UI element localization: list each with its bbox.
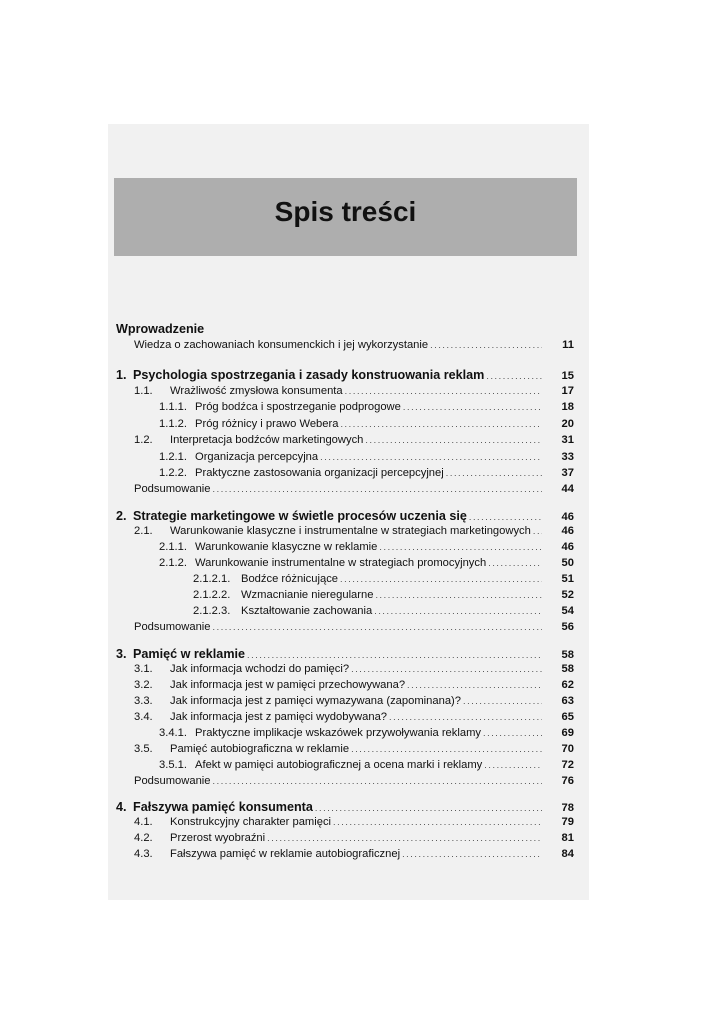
toc-entry-label: Fałszywa pamięć konsumenta [133, 800, 313, 814]
dot-leader [213, 484, 543, 494]
toc-entry [116, 483, 586, 499]
dot-leader [463, 696, 542, 706]
dot-leader [484, 760, 542, 770]
toc-entry-number: 1.2.2. [159, 467, 187, 479]
toc-entry [116, 775, 586, 791]
toc-entry-label: Afekt w pamięci autobiograficznej a ocena marki i reklamy [195, 759, 483, 771]
dot-leader [486, 371, 542, 381]
toc-entry [116, 679, 586, 695]
toc-entry-label: Warunkowanie instrumentalne w strategiach promocyjnych [195, 557, 487, 569]
dot-leader [389, 712, 542, 722]
toc-entry [116, 589, 586, 605]
toc-entry [116, 832, 586, 848]
toc-entry-label: Pamięć autobiograficzna w reklamie [170, 743, 350, 755]
dot-leader [533, 526, 542, 536]
toc-entry-label: Organizacja percepcyjna [195, 451, 319, 463]
dot-leader [375, 590, 542, 600]
toc-entry-label: Praktyczne zastosowania organizacji percepcyjnej [195, 467, 444, 479]
toc-entry-number: 3.4.1. [159, 727, 187, 739]
dot-leader [340, 419, 542, 429]
toc-entry [116, 541, 586, 557]
toc-entry-number: 2.1. [134, 525, 153, 537]
toc-entry-label: Praktyczne implikacje wskazówek przywoływania reklamy [195, 727, 481, 739]
intro-heading-row [116, 322, 586, 338]
toc-chapter-row [116, 368, 586, 384]
toc-entry-label: Podsumowanie [134, 775, 211, 787]
page-title: Spis treści [274, 196, 417, 227]
dot-leader [267, 833, 542, 843]
toc-entry [116, 816, 586, 832]
toc-entry-page: 58 [561, 663, 574, 675]
toc-entry-page: 46 [561, 525, 574, 537]
dot-leader [365, 435, 542, 445]
toc-entry-number: 2.1.2.1. [193, 573, 231, 585]
toc-entry-number: 3.4. [134, 711, 153, 723]
toc-entry-number: 2. [116, 509, 127, 523]
dot-leader [320, 452, 542, 462]
toc-entry-label: Pamięć w reklamie [133, 647, 246, 661]
dot-leader [351, 664, 542, 674]
toc-entry-page: 11 [562, 339, 574, 351]
toc-chapter-row [116, 509, 586, 525]
toc-entry [116, 401, 586, 417]
toc-entry-page: 33 [561, 451, 574, 463]
toc-entry-label: Wrażliwość zmysłowa konsumenta [170, 385, 343, 397]
dot-leader [379, 542, 542, 552]
toc-chapter-row [116, 800, 586, 816]
toc-entry [116, 434, 586, 450]
dot-leader [469, 512, 542, 522]
toc-entry-label: Podsumowanie [134, 621, 211, 633]
toc-entry-label: Jak informacja jest w pamięci przechowywana? [170, 679, 406, 691]
toc-entry-number: 1.2. [134, 434, 153, 446]
toc-entry [116, 848, 586, 864]
toc-entry-page: 46 [561, 511, 574, 523]
dot-leader [488, 558, 542, 568]
toc-entry-label: Wzmacnianie nieregularne [241, 589, 374, 601]
toc-entry [116, 385, 586, 401]
toc-entry-page: 72 [561, 759, 574, 771]
toc-entry-page: 37 [561, 467, 574, 479]
dot-leader [213, 776, 543, 786]
toc-entry-page: 17 [561, 385, 574, 397]
toc-entry-label: Warunkowanie klasyczne i instrumentalne w strategiach marketingowych [170, 525, 531, 537]
dot-leader [340, 574, 542, 584]
toc-entry-label: Interpretacja bodźców marketingowych [170, 434, 364, 446]
toc-entry-number: 3.5.1. [159, 759, 187, 771]
dot-leader [247, 650, 542, 660]
toc-entry-number: 1.1.2. [159, 418, 187, 430]
dot-leader [407, 680, 542, 690]
toc-entry-label: Jak informacja jest z pamięci wydobywana? [170, 711, 388, 723]
toc-entry [116, 743, 586, 759]
toc-entry-number: 2.1.2.2. [193, 589, 231, 601]
toc-entry-label: Kształtowanie zachowania [241, 605, 373, 617]
toc-entry [116, 663, 586, 679]
toc-entry-page: 62 [561, 679, 574, 691]
toc-entry-number: 1.2.1. [159, 451, 187, 463]
toc-entry-number: 4.1. [134, 816, 153, 828]
toc-entry-number: 3.3. [134, 695, 153, 707]
toc-entry-label: Podsumowanie [134, 483, 211, 495]
toc-entry-number: 3.5. [134, 743, 153, 755]
toc-entry [116, 339, 586, 355]
toc-entry-label: Psychologia spostrzegania i zasady konstruowania reklam [133, 368, 485, 382]
dot-leader [483, 728, 542, 738]
dot-leader [402, 849, 542, 859]
toc-entry-label: Warunkowanie klasyczne w reklamie [195, 541, 378, 553]
toc-chapter-row [116, 647, 586, 663]
toc-entry [116, 451, 586, 467]
toc-entry-page: 76 [561, 775, 574, 787]
dot-leader [333, 817, 542, 827]
toc-entry [116, 695, 586, 711]
toc-entry-label: Próg bodźca i spostrzeganie podprogowe [195, 401, 401, 413]
toc-entry-page: 18 [561, 401, 574, 413]
toc-entry-page: 52 [561, 589, 574, 601]
toc-entry-label: Jak informacja wchodzi do pamięci? [170, 663, 350, 675]
toc-entry-label: Konstrukcyjny charakter pamięci [170, 816, 332, 828]
toc-entry-page: 70 [561, 743, 574, 755]
toc-entry-label: Strategie marketingowe w świetle procesów uczenia się [133, 509, 467, 523]
dot-leader [345, 386, 542, 396]
dot-leader [430, 340, 542, 350]
dot-leader [403, 402, 542, 412]
toc-entry-page: 81 [561, 832, 574, 844]
toc-entry [116, 525, 586, 541]
toc-entry-number: 1.1.1. [159, 401, 187, 413]
toc-entry-page: 46 [561, 541, 574, 553]
toc-entry [116, 727, 586, 743]
toc-entry-label: Przerost wyobraźni [170, 832, 266, 844]
toc-entry [116, 605, 586, 621]
toc-entry-number: 4. [116, 800, 127, 814]
toc-entry-number: 4.2. [134, 832, 153, 844]
toc-entry-page: 56 [561, 621, 574, 633]
toc-entry-label: Próg różnicy i prawo Webera [195, 418, 339, 430]
toc-entry-number: 2.1.2. [159, 557, 187, 569]
toc-entry-number: 1.1. [134, 385, 153, 397]
toc-entry-page: 63 [561, 695, 574, 707]
toc-entry-label: Jak informacja jest z pamięci wymazywana (zapominana)? [170, 695, 461, 707]
toc-entry-page: 54 [561, 605, 574, 617]
toc-entry-page: 84 [561, 848, 574, 860]
toc-entry-label: Wiedza o zachowaniach konsumenckich i jej wykorzystanie [134, 339, 429, 351]
toc-entry-number: 3.1. [134, 663, 153, 675]
dot-leader [213, 622, 543, 632]
toc-entry-page: 65 [561, 711, 574, 723]
toc-entry-number: 3.2. [134, 679, 153, 691]
toc-entry-label: Fałszywa pamięć w reklamie autobiograficznej [170, 848, 401, 860]
dot-leader [446, 468, 542, 478]
toc-entry-number: 2.1.2.3. [193, 605, 231, 617]
toc-entry-page: 20 [561, 418, 574, 430]
toc-entry-page: 31 [561, 434, 574, 446]
toc-entry [116, 557, 586, 573]
toc-entry-page: 51 [561, 573, 574, 585]
toc-entry [116, 621, 586, 637]
toc-entry-page: 44 [561, 483, 574, 495]
toc-entry [116, 711, 586, 727]
toc-entry-page: 79 [561, 816, 574, 828]
toc-entry-number: 2.1.1. [159, 541, 187, 553]
dot-leader [315, 803, 542, 813]
toc-entry-number: 4.3. [134, 848, 153, 860]
toc-entry [116, 418, 586, 434]
toc-entry [116, 467, 586, 483]
toc-entry [116, 573, 586, 589]
toc-entry [116, 759, 586, 775]
dot-leader [374, 606, 542, 616]
toc-entry-page: 15 [561, 370, 574, 382]
toc-entry-page: 50 [561, 557, 574, 569]
toc-entry-number: 1. [116, 368, 127, 382]
dot-leader [351, 744, 542, 754]
intro-heading: Wprowadzenie [116, 322, 205, 336]
toc-entry-number: 3. [116, 647, 127, 661]
toc-entry-page: 58 [561, 649, 574, 661]
toc-entry-page: 69 [561, 727, 574, 739]
toc-entry-page: 78 [561, 802, 574, 814]
toc-entry-label: Bodźce różnicujące [241, 573, 339, 585]
